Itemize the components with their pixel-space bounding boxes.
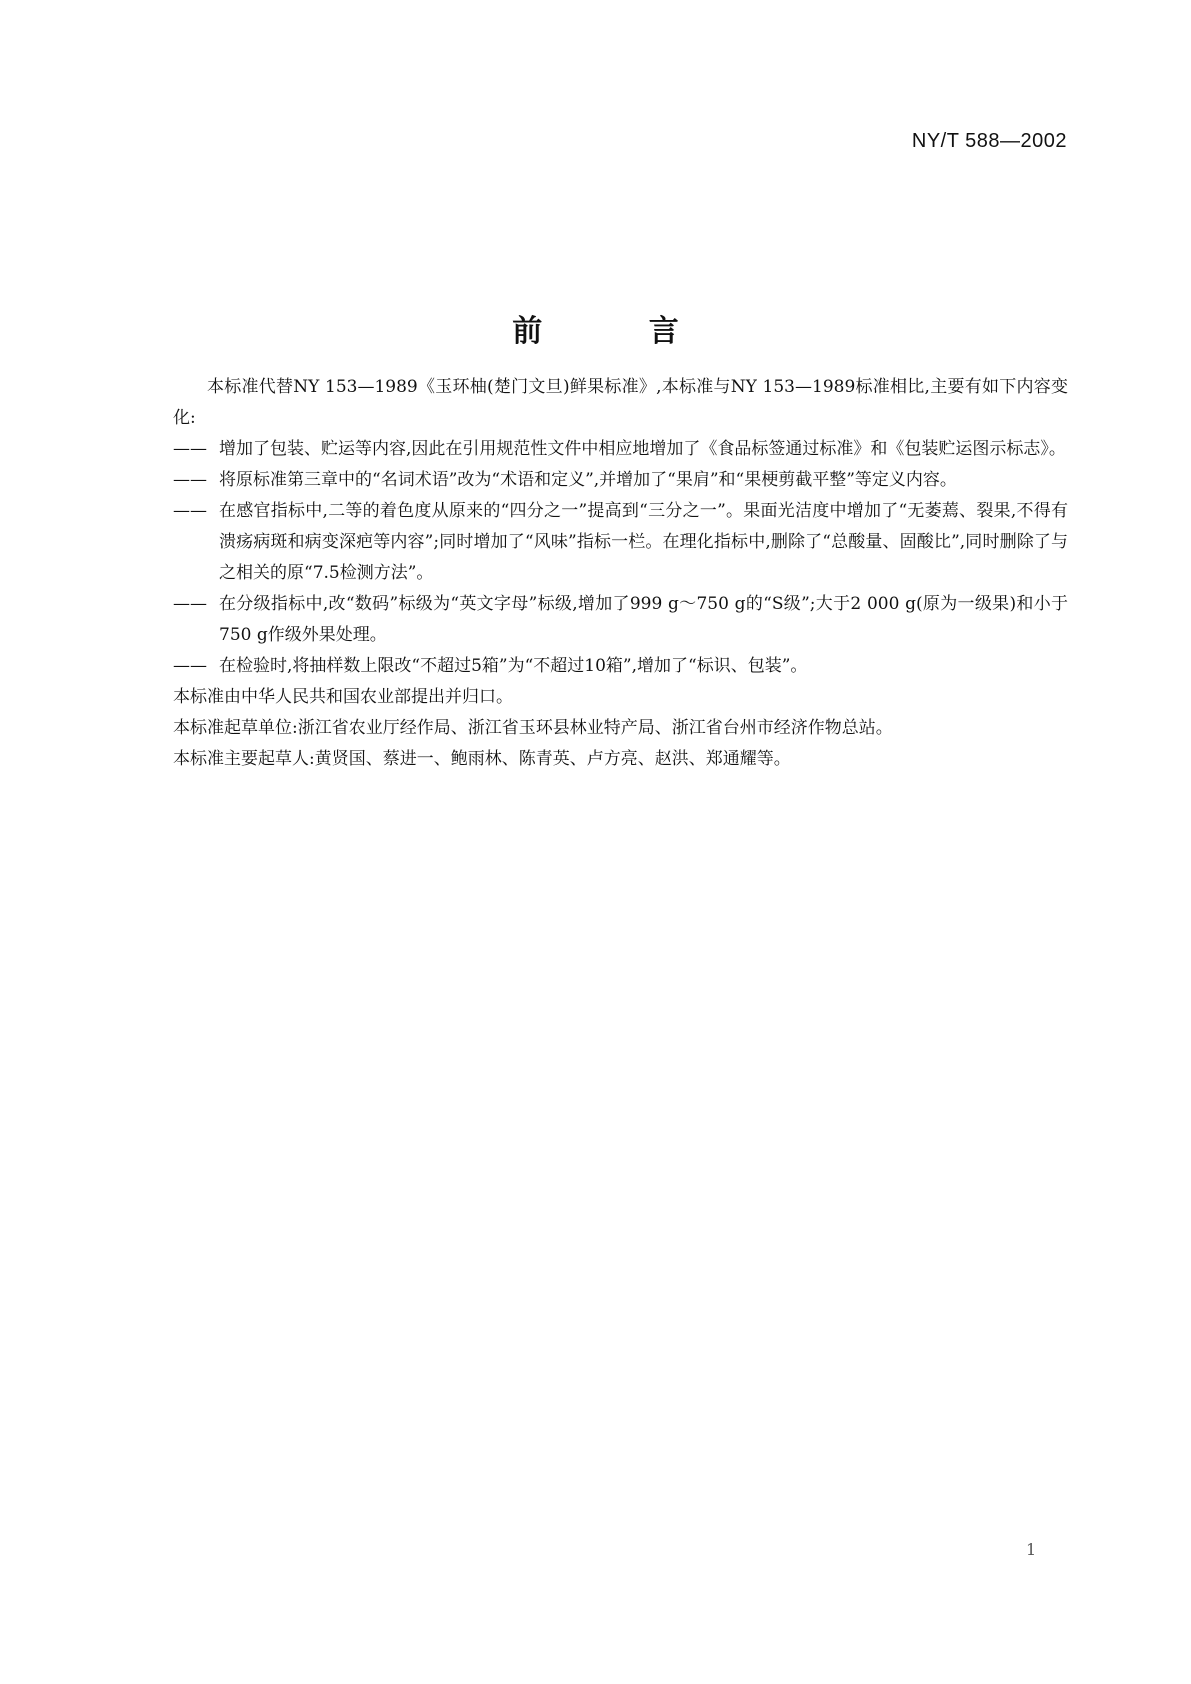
dash-marker: —— (173, 470, 207, 490)
change-text: 在感官指标中,二等的着色度从原来的“四分之一”提高到“三分之一”。果面光洁度中增加了“无萎蔫、裂果,不得有溃疡病斑和病变深疤等内容”;同时增加了“风味”指标一栏。在理化指标中,删除了“总酸量、固酸比”,同时删除了与之相关的原“7.5检测方法”。 (219, 501, 1068, 583)
intro-paragraph: 本标准代替NY 153—1989《玉环柚(楚门文旦)鲜果标准》,本标准与NY 153—1989标准相比,主要有如下内容变化: (173, 377, 1068, 428)
standard-code: NY/T 588—2002 (911, 130, 1067, 152)
drafters-statement: 本标准主要起草人:黄贤国、蔡进一、鲍雨林、陈青英、卢方亮、赵洪、郑通耀等。 (173, 749, 791, 769)
dash-marker: —— (173, 594, 207, 614)
change-text: 在分级指标中,改“数码”标级为“英文字母”标级,增加了999 g～750 g的“S级”;大于2 000 g(原为一级果)和小于750 g作级外果处理。 (219, 594, 1068, 645)
proposer-statement: 本标准由中华人民共和国农业部提出并归口。 (173, 687, 513, 707)
change-item (173, 651, 1068, 682)
change-text: 增加了包装、贮运等内容,因此在引用规范性文件中相应地增加了《食品标签通过标准》和《包装贮运图示标志》。 (219, 439, 1066, 459)
change-text: 在检验时,将抽样数上限改“不超过5箱”为“不超过10箱”,增加了“标识、包装”。 (219, 656, 808, 676)
dash-marker: —— (173, 439, 207, 459)
drafting-units-statement: 本标准起草单位:浙江省农业厅经作局、浙江省玉环县林业特产局、浙江省台州市经济作物总站。 (173, 718, 893, 738)
change-item (173, 496, 1068, 589)
dash-marker: —— (173, 501, 207, 521)
page-number: 1 (1026, 1540, 1037, 1559)
page-title: 前 言 (512, 314, 727, 349)
change-item (173, 465, 1068, 496)
change-text: 将原标准第三章中的“名词术语”改为“术语和定义”,并增加了“果肩”和“果梗剪截平整”等定义内容。 (219, 470, 957, 490)
dash-marker: —— (173, 656, 207, 676)
foreword-body (173, 372, 1068, 775)
change-item (173, 434, 1068, 465)
change-item (173, 589, 1068, 651)
